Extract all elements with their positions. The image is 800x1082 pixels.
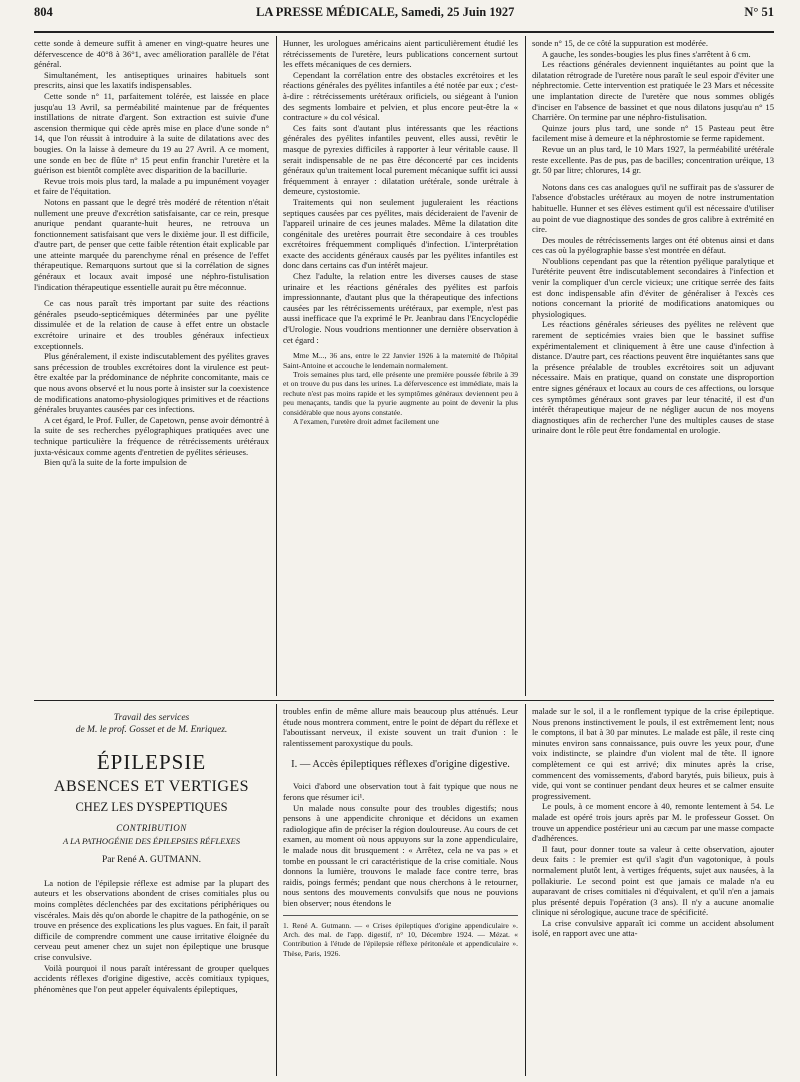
paragraph: Revue trois mois plus tard, la malade a pu impunément voyager et faire de l'équitation. <box>34 175 269 197</box>
footnote: 1. René A. Gutmann. — « Crises épileptiques d'origine appendiculaire ». Arch. des mal. de l'app. digestif, n° 10, Décembre 1924. — Mézat. « Contribution à l'étude de l'épilepsie réflexe péritonéale et appendiculaire ». Thèse, Paris, 1926. <box>283 915 518 959</box>
article-body-2-top <box>283 706 518 748</box>
paragraph: Cependant la corrélation entre des obstacles excrétoires et les réactions générales des pyélites infantiles a été notée par eux ; c'est-à-dire : rétrécissements urétéraux orificiels, ou siégeant à l'union des segments lombaire et pelvien, et plus encore peut-être la « contracture » du col vésical. <box>283 69 518 123</box>
column-divider <box>525 704 526 1076</box>
paragraph: La notion de l'épilepsie réflexe est admise par la plupart des auteurs et les observations abondent de crises comitiales plus ou moins complètes déclenchées par des excitations périphériques ou viscérales. Mais dès qu'on aborde le chapitre de la pathogénie, on se trouve en présence des explications les plus vagues. En fait, il paraît difficile de comprendre comment une cause irritative éloignée du cerveau peut amener chez un sujet non épileptique une brusque crise convulsive. <box>34 877 269 962</box>
article-body-1 <box>34 878 269 995</box>
paragraph: Plus généralement, il existe indiscutablement des pyélites graves sans précession de troubles excrétoires dont la virulence est peut-être exaltée par la prédominance de néphrite concomitante, mais ce que nous avons observé et lu nous porte à insister sur la coexistence de modifications anatomo-physiologiques primitives et de réactions générales bruyantes causées par ces infections. <box>34 351 269 415</box>
top-column-1 <box>34 38 269 694</box>
column-divider <box>525 36 526 696</box>
article-title: ÉPILEPSIE <box>96 750 207 774</box>
service-line: de M. le prof. Gosset et de M. Enriquez. <box>75 725 228 735</box>
article-column-1 <box>34 706 269 1076</box>
page-number: 804 <box>34 5 53 19</box>
page-header <box>34 5 774 27</box>
paragraph: Cette sonde n° 11, parfaitement tolérée, est laissée en place jusqu'au 13 Avril, sa perméabilité maintenue par de fréquentes instillations de nitrate d'argent. Son extraction est suivie d'une ascension thermique qui cède après mise en place d'une sonde n° 14, que l'on réussit à introduire à la suite de dilatations avec des bougies. On la laisse à demeure du 19 au 27 Avril. A ce moment, une sonde en bec de flûte n° 15 peut enfin franchir l'uretère et la guérison est bientôt complète avec disparition de la bacillurie. <box>34 90 269 176</box>
top-column-2 <box>283 38 518 694</box>
column-divider <box>276 36 277 696</box>
paragraph: malade sur le sol, il a le ronflement typique de la crise épileptique. Nous prenons instinctivement le pouls, il est extrêmement lent; nous le comptons, il bat à 30 par minutes. Le malade est pâle, il reste cinq minutes environ sans connaissance, puis ouvre les yeux pour, d'une voix indistincte, se plaindre d'un violent mal de tête. Il ignore complètement ce qui est arrivé; dix minutes après la crise, commencent des vomissements, d'abord barytés, puis bilieux, puis à vide, qui vont se continuer pendant deux heures et se calmer ensuite progressivement. <box>532 706 774 801</box>
article-column-2 <box>283 706 518 1076</box>
paragraph: Notons en passant que le degré très modéré de rétention n'était nullement une preuve d'excrétion satisfaisante, car ce rein, presque anurique pendant quarante-huit heures, ne retrouva un fonctionnement satisfaisant que vers le dixième jour. Il est difficile, d'autre part, de penser que cette faible rétention était explicable par une atteinte marquée du parenchyme rénal en présence de l'effet thérapeutique. Remarquons surtout que si la corrélation de signes généraux et locaux avait imposé une néphro-fistulisation l'indication thérapeutique essentielle aurait pu être méconnue. <box>34 196 269 292</box>
contribution-label: CONTRIBUTION <box>116 823 187 833</box>
paragraph: Un malade nous consulte pour des troubles digestifs; nous pensons à une appendicite chronique et décidons un examen radiologique afin de préciser la région douloureuse. Au cours de cet examen, au moment où nous appuyons sur la zone appendiculaire, le malade nous dit brusquement : « Arrêtez, cela ne va pas » et tombe en poussant le cri caractéristique de la crise comitiale. Nous donnons la lumière, trouvons le malade face contre terre, bras raidis, poings fermés; pendant que nous cherchons à le retourner, nous sentons des mouvements convulsifs que nous ne pouvions bien observer; nous étendons le <box>283 802 518 908</box>
top-column-3 <box>532 38 774 694</box>
paragraph: Trois semaines plus tard, elle présente une première poussée fébrile à 39 et on trouve du pus dans les urines. La défervescence est immédiate, mais la rechute n'est pas moins rapide et les symptômes généraux deviennent peu à peu menaçants, tandis que la pyurie augmente au point de devenir la plus considérable que nous ayons constatée. <box>283 370 518 417</box>
paragraph: cette sonde à demeure suffit à amener en vingt-quatre heures une défervescence de 40°8 à 36°1, avec amélioration parallèle de l'état général. <box>34 38 269 70</box>
paragraph: Hunner, les urologues américains aient particulièrement étudié les rétrécissements de l'uretère, leurs publications concernent surtout les effets mécaniques de ces derniers. <box>283 38 518 70</box>
paragraph: Notons dans ces cas analogues qu'il ne suffirait pas de s'assurer de l'absence d'obstacles urétéraux au moyen de notre instrumentation habituelle. Hunner et ses élèves estiment qu'il est nécessaire d'utiliser au point de vue diagnostique des sondes de gros calibre à extrémité en cire. <box>532 181 774 235</box>
paragraph: Chez l'adulte, la relation entre les diverses causes de stase urinaire et les réactions générales des pyélites est parfois impressionnante, d'autant plus que la thérapeutique des infections causées par les rétrécissements urétéraux, par exemple, n'est pas aussi inefficace que l'a exprimé le Pr. Jeanbrau dans l'Encyclopédie d'Urologie. Nous voudrions mentionner une dernière observation à cet égard : <box>283 271 518 345</box>
issue-number: N° 51 <box>744 5 774 19</box>
article-subtitle: ABSENCES ET VERTIGES <box>53 778 250 795</box>
contribution-subject: A LA PATHOGÉNIE DES ÉPILEPSIES RÉFLEXES <box>63 835 240 846</box>
paragraph: A cet égard, le Prof. Fuller, de Capetown, pense avoir démontré à la suite de ses recherches pyélographiques pratiquées avec une technique particulière la fréquence de rétrécissements urétéraux juxta-vésicaux comme agents d'entretien de pyélites sérieuses. <box>34 414 269 457</box>
paragraph: A l'examen, l'uretère droit admet facilement une <box>293 417 439 427</box>
article-column-3 <box>532 706 774 1076</box>
paragraph: Les réactions générales sérieuses des pyélites ne relèvent que rarement de septicémies vraies bien que le bassinet suffise expérimentalement et cliniquement à être une cause d'infection à distance. D'autre part, ces réactions peuvent être inquiétantes sans que la présence préalable de troubles excrétoires soit un adjuvant nécessaire. Mais en pratique, quand on constate une disproportion entre signes généraux et locaux au cours de ces affections, ou lorsque ces symptômes généraux sont graves par leur ténacité, il est d'un intérêt thérapeutique majeur de ne négliger aucun de nos moyens diagnostiques afin de rechercher l'une des multiples causes de stase urinaire dont le rôle peut être fondamental en urologie. <box>532 319 774 436</box>
paragraph: Voilà pourquoi il nous paraît intéressant de grouper quelques accidents réflexes d'origine digestive, accès comitiaux typiques, phénomènes que l'on peut appeler équivalents épileptiques, <box>34 962 269 994</box>
paragraph: Bien qu'à la suite de la forte impulsion de <box>44 457 187 468</box>
paragraph: Traitements qui non seulement juguleraient les réactions septiques causées par ces pyélites, mais décideraient de l'avenir de l'appareil urinaire de ces jeunes malades. Même la dilatation dite congénitale des uretères pourrait être secondaire à ces troubles excrétoires fréquemment compliqués d'infection. L'interprétation exacte des accidents généraux causés par les pyélites infantiles est donc dans certains cas d'un intérêt majeur. <box>283 196 518 271</box>
paragraph: A gauche, les sondes-bougies les plus fines s'arrêtent à 6 cm. <box>542 48 751 59</box>
paragraph: Voici d'abord une observation tout à fait typique que nous ne ferons que résumer ici¹. <box>283 781 518 802</box>
paragraph: Les réactions générales deviennent inquiétantes au point que la dilatation rétrograde de l'uretère nous paraît le seul espoir d'éviter une néphrectomie. Cette intervention est pratiquée le 23 Mars et nécessite une implantation directe de l'uretère que nous sommes obligés d'inciser en l'absence de bassinet et que nous dilatons jusqu'au n° 15 Charrière. On termine par une néphro-fistulisation. <box>532 59 774 123</box>
article-author: Par René A. GUTMANN. <box>102 855 201 866</box>
service-line: Travail des services <box>113 713 190 723</box>
paragraph: Il faut, pour donner toute sa valeur à cette observation, ajouter deux faits : le premier est qu'il s'agit d'un vagotonique, à pouls normalement plutôt lent, à vertiges fréquents, sujet aux nausées, à la pollakiurie. Le second point est que jamais ce malade n'a eu auparavant de crises comitiales ni d'équivalent, et qu'il n'en a jamais plus présenté depuis l'opération (3 ans). Il n'y a aucune anomalie clinique ni sérologique, aucune trace de spécificité. <box>532 843 774 918</box>
article-subtitle-2: CHEZ LES DYSPEPTIQUES <box>75 800 228 814</box>
article-body-2 <box>283 781 518 908</box>
journal-title: LA PRESSE MÉDICALE, Samedi, 25 Juin 1927 <box>256 5 515 19</box>
paragraph: Des moules de rétrécissements larges ont été obtenus ainsi et dans ces cas où la pyélographie basse s'est montrée en défaut. <box>532 234 774 256</box>
paragraph: troubles enfin de même allure mais beaucoup plus atténués. Leur étude nous montrera comment, entre le point de départ du réflexe et l'aboutissant nerveux, il existe souvent un trait d'union : le ralentissement paroxystique du pouls. <box>283 706 518 748</box>
paragraph: Ce cas nous paraît très important par suite des réactions générales pseudo-septicémiques déterminées par une pyélite dissimulée et de la relation de cause à effet entre un obstacle excrétoire urinaire et des troubles généraux infectieux exceptionnels. <box>34 298 269 351</box>
section-divider <box>34 700 774 701</box>
paragraph: Ces faits sont d'autant plus intéressants que les réactions générales des pyélites infantiles peuvent, elles aussi, revêtir le masque de pyrexies difficiles à rapporter à leur véritable cause. Il serait indispensable de ne pas être déconcerté par ces incidents généraux qu'un traitement local purement mécanique suffit ici aussi fréquemment à enrayer : dilatation urétérale, sonde urétrale à demeure, cystostomie. <box>283 122 518 197</box>
paragraph: N'oublions cependant pas que la rétention pyélique paralytique et l'urétérite peuvent être indiscutablement secondaires à l'infection et venir la compliquer d'un cercle vicieux; une critique serrée des faits est donc indispensable afin d'éviter de généraliser à l'excès ces notions concernant la priorité de modifications anatomiques ou physiologiques. <box>532 255 774 319</box>
paragraph: sonde n° 15, de ce côté la suppuration est modérée. <box>532 38 708 48</box>
paragraph: Quinze jours plus tard, une sonde n° 15 Pasteau peut être facilement mise à demeure et la néphrostomie se ferme rapidement. <box>532 122 774 144</box>
column-divider <box>276 704 277 1076</box>
paragraph: La crise convulsive apparaît ici comme un accident absolument isolé, en rapport avec une atta- <box>532 917 774 939</box>
paragraph: Mme M..., 36 ans, entre le 22 Janvier 1926 à la maternité de l'hôpital Saint-Antoine et accouche le lendemain normalement. <box>283 351 518 370</box>
section-title: I. — Accès épileptiques réflexes d'origine digestive. <box>291 759 510 771</box>
header-rule <box>34 31 774 33</box>
paragraph: Simultanément, les antiseptiques urinaires habituels sont prescrits, ainsi que les laxatifs indispensables. <box>34 69 269 91</box>
paragraph: Le pouls, à ce moment encore à 40, remonte lentement à 54. Le malade est opéré trois jours après par M. le professeur Gosset. On trouve un appendice postérieur uni au cæcum par une masse compacte d'adhérences. <box>532 801 774 844</box>
paragraph: Revue un an plus tard, le 10 Mars 1927, la perméabilité urétérale reste excellente. Pas de pus, pas de bacilles; concentration uréique, 13 gr. 50 par litre; chlorures, 14 gr. <box>532 143 774 176</box>
